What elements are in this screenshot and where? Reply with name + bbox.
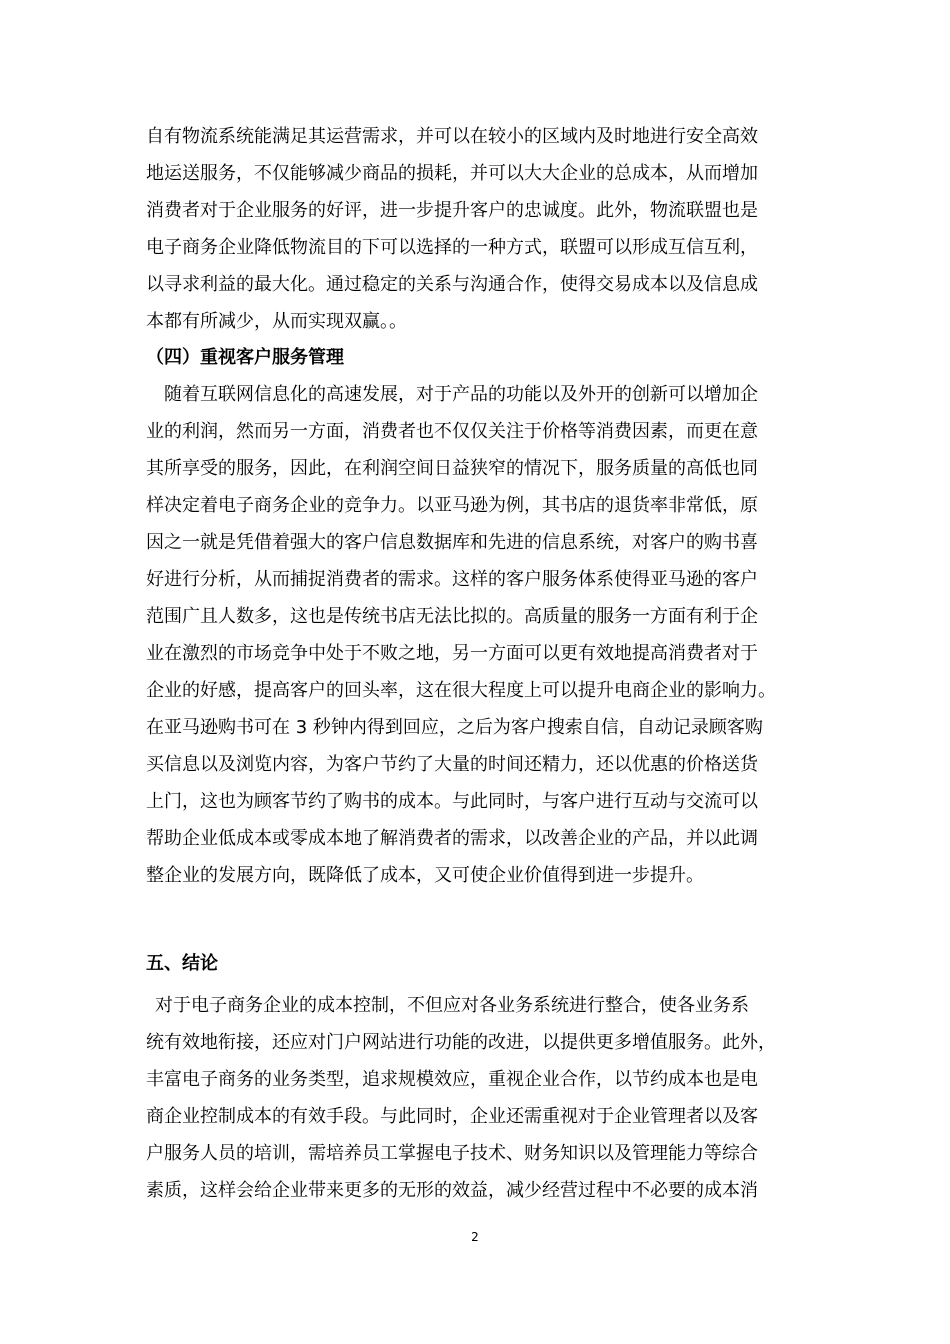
text-line: 地运送服务，不仅能够减少商品的损耗，并可以大大企业的总成本，从而增加 (146, 163, 758, 184)
text-line: 素质，这样会给企业带来更多的无形的效益，减少经营过程中不必要的成本消 (146, 1180, 758, 1201)
text-line: 帮助企业低成本或零成本地了解消费者的需求，以改善企业的产品，并以此调 (146, 828, 758, 849)
text-line: 以寻求利益的最大化。通过稳定的关系与沟通合作，使得交易成本以及信息成 (146, 274, 758, 295)
text-line: 户服务人员的培训，需培养员工掌握电子技术、财务知识以及管理能力等综合 (146, 1143, 758, 1164)
text-line: 买信息以及浏览内容，为客户节约了大量的时间还精力，还以优惠的价格送货 (146, 754, 758, 775)
page-number: 2 (471, 1230, 479, 1244)
text-line: 自有物流系统能满足其运营需求，并可以在较小的区域内及时地进行安全高效 (146, 126, 758, 147)
text-line: 统有效地衔接，还应对门户网站进行功能的改进，以提供更多增值服务。此外， (146, 1032, 776, 1053)
text-line: 其所享受的服务，因此，在利润空间日益狭窄的情况下，服务质量的高低也同 (146, 458, 758, 479)
text-line: 范围广且人数多，这也是传统书店无法比拟的。高质量的服务一方面有利于企 (146, 606, 758, 627)
text-line: 业的利润，然而另一方面，消费者也不仅仅关注于价格等消费因素，而更在意 (146, 421, 758, 442)
section-heading: （四）重视客户服务管理 (146, 347, 344, 368)
text-line: 丰富电子商务的业务类型，追求规模效应，重视企业合作，以节约成本也是电 (146, 1069, 758, 1090)
text-line: 样决定着电子商务企业的竞争力。以亚马逊为例，其书店的退货率非常低，原 (146, 495, 758, 516)
text-line: 商企业控制成本的有效手段。与此同时，企业还需重视对于企业管理者以及客 (146, 1106, 758, 1127)
text-line: 随着互联网信息化的高速发展，对于产品的功能以及外开的创新可以增加企 (164, 384, 758, 405)
text-line: 好进行分析，从而捕捉消费者的需求。这样的客户服务体系使得亚马逊的客户 (146, 569, 758, 590)
text-line: 企业的好感，提高客户的回头率，这在很大程度上可以提升电商企业的影响力。 (146, 680, 776, 701)
text-line: 本都有所减少，从而实现双赢。。 (146, 311, 407, 332)
text-line: 消费者对于企业服务的好评，进一步提升客户的忠诚度。此外，物流联盟也是 (146, 200, 758, 221)
text-line: 上门，这也为顾客节约了购书的成本。与此同时，与客户进行互动与交流可以 (146, 791, 758, 812)
text-line: 电子商务企业降低物流目的下可以选择的一种方式，联盟可以形成互信互利， (146, 237, 758, 258)
section-heading: 五、结论 (146, 953, 218, 974)
text-line: 因之一就是凭借着强大的客户信息数据库和先进的信息系统，对客户的购书喜 (146, 532, 758, 553)
text-line: 业在激烈的市场竞争中处于不败之地，另一方面可以更有效地提高消费者对于 (146, 643, 758, 664)
text-line: 在亚马逊购书可在 3 秒钟内得到回应，之后为客户搜索自信，自动记录顾客购 (146, 717, 763, 738)
text-line: 整企业的发展方向，既降低了成本，又可使企业价值得到进一步提升。 (146, 865, 704, 886)
text-line: 对于电子商务企业的成本控制，不但应对各业务系统进行整合，使各业务系 (155, 995, 749, 1016)
